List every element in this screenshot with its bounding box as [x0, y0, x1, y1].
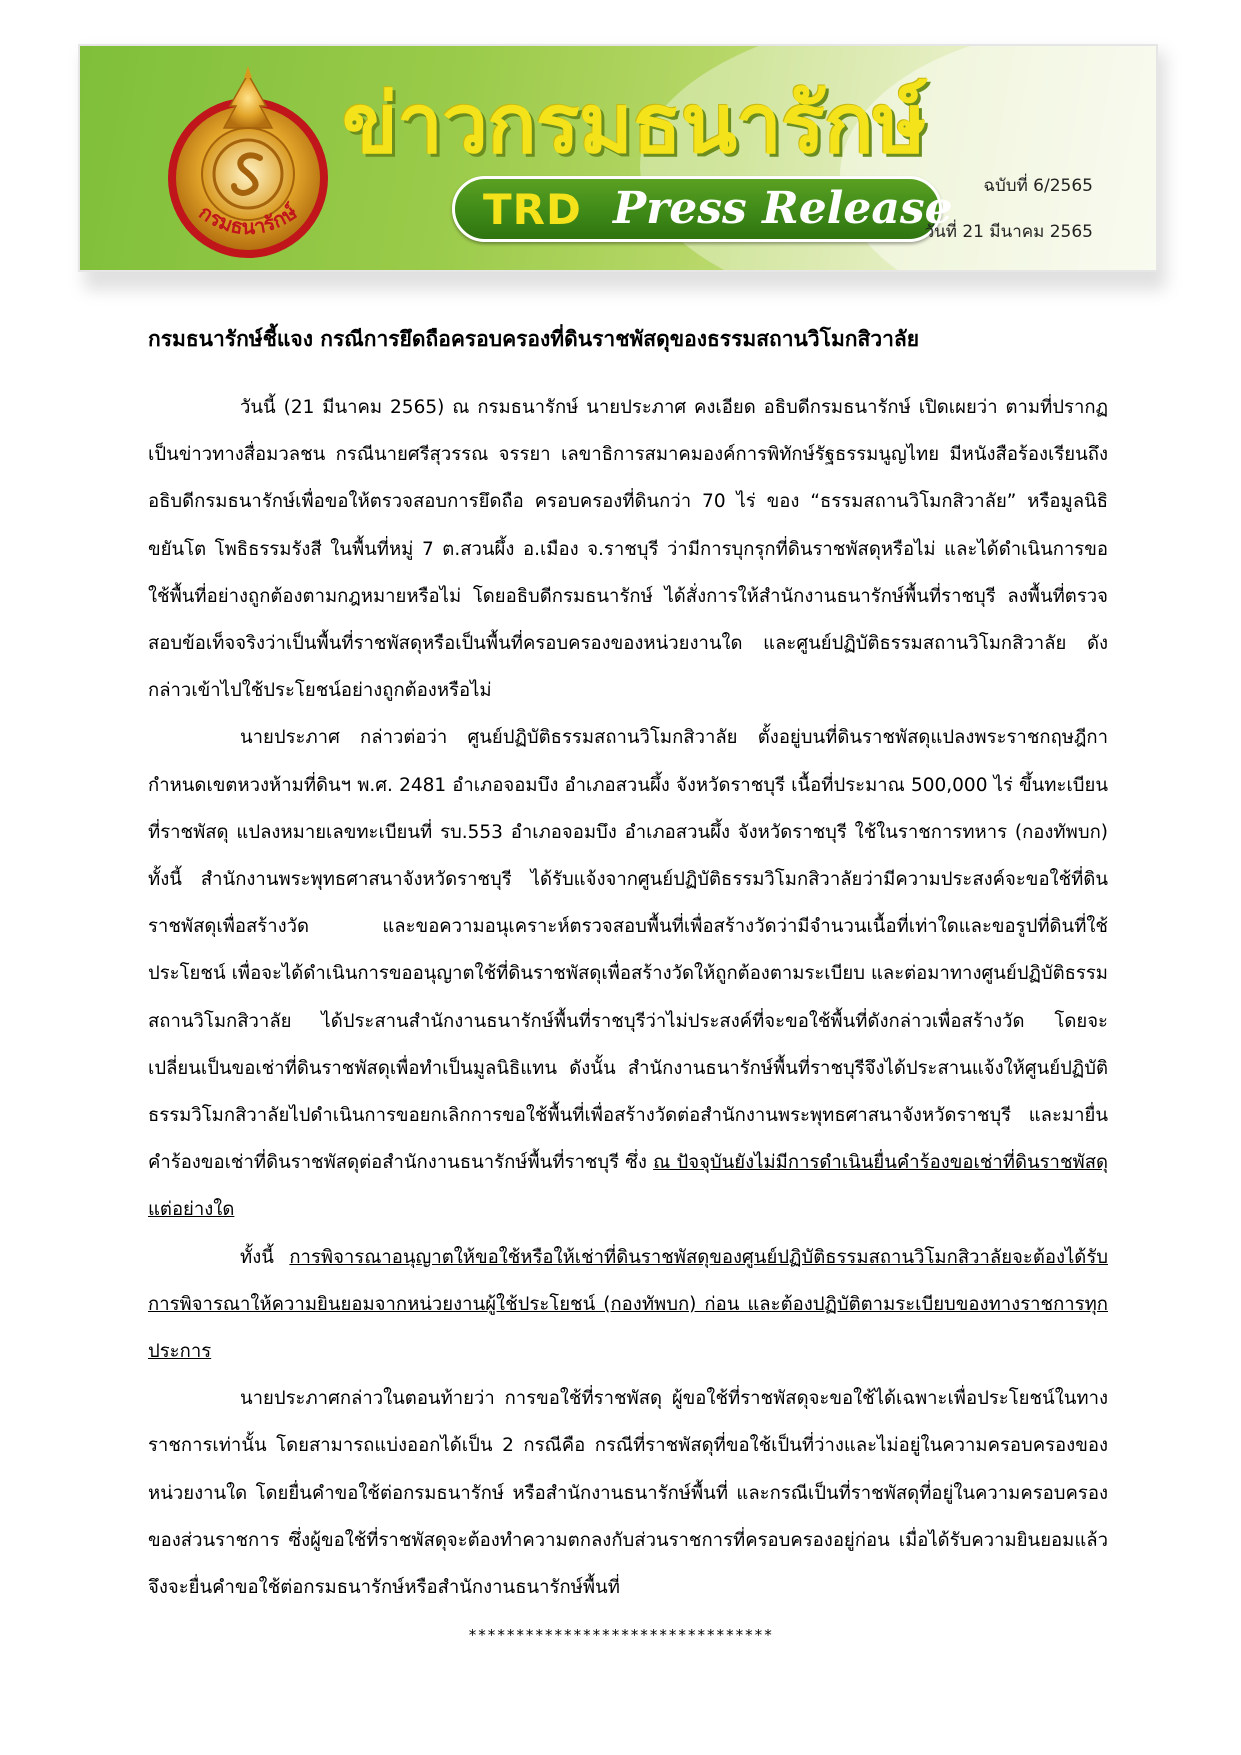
end-of-article-marker: ******************************** — [468, 1626, 773, 1644]
underlined-text: การพิจารณาอนุญาตให้ขอใช้หรือให้เช่าที่ดินราชพัสดุของศูนย์ปฏิบัติธรรมสถานวิโมกสิวาลัยจะต้องได้รับการพิจารณาให้ความยินยอมจากหน่วยงานผู้ใช้ประโยชน์ (กองทัพบก) ก่อน และต้องปฏิบัติตามระเบียบของทางราชการทุกประการ — [148, 1246, 1108, 1363]
article-body — [148, 384, 1108, 1611]
issue-number: ฉบับที่ 6/2565 — [983, 176, 1093, 196]
seal-lettering: กรมธนารักษ์ — [194, 199, 302, 240]
paragraph — [148, 714, 1108, 1233]
paragraph: นายประภาศกล่าวในตอนท้ายว่า การขอใช้ที่ราชพัสดุ ผู้ขอใช้ที่ราชพัสดุจะขอใช้ได้เฉพาะเพื่อประโยชน์ในทางราชการเท่านั้น โดยสามารถแบ่งออกได้เป็น 2 กรณีคือ กรณีที่ราชพัสดุที่ขอใช้เป็นที่ว่างและไม่อยู่ในความครอบครองของหน่วยงานใด โดยยื่นคำขอใช้ต่อกรมธนารักษ์ หรือสำนักงานธนารักษ์พื้นที่ และกรณีเป็นที่ราชพัสดุที่อยู่ในความครอบครองของส่วนราชการ ซึ่งผู้ขอใช้ที่ราชพัสดุจะต้องทำความตกลงกับส่วนราชการที่ครอบครองอยู่ก่อน เมื่อได้รับความยินยอมแล้วจึงจะยื่นคำขอใช้ต่อกรมธนารักษ์หรือสำนักงานธนารักษ์พื้นที่ — [148, 1388, 1108, 1599]
release-date: วันที่ 21 มีนาคม 2565 — [924, 222, 1093, 242]
paragraph-text: นายประภาศ กล่าวต่อว่า ศูนย์ปฏิบัติธรรมสถานวิโมกสิวาลัย ตั้งอยู่บนที่ดินราชพัสดุแปลงพระราชกฤษฎีกากำหนดเขตหวงห้ามที่ดินฯ พ.ศ. 2481 อำเภอจอมบึง อำเภอสวนผึ้ง จังหวัดราชบุรี เนื้อที่ประมาณ 500,000 ไร่ ขึ้นทะเบียนที่ราชพัสดุ แปลงหมายเลขทะเบียนที่ รบ.553 อำเภอจอมบึง อำเภอสวนผึ้ง จังหวัดราชบุรี ใช้ในราชการทหาร (กองทัพบก) ทั้งนี้ สำนักงานพระพุทธศาสนาจังหวัดราชบุรี ได้รับแจ้งจากศูนย์ปฏิบัติธรรมวิโมกสิวาลัยว่ามีความประสงค์จะขอใช้ที่ดินราชพัสดุเพื่อสร้างวัด และขอความอนุเคราะห์ตรวจสอบพื้นที่เพื่อสร้างวัดว่ามีจำนวนเนื้อที่เท่าใดและขอรูปที่ดินที่ใช้ประโยชน์ เพื่อจะได้ดำเนินการขออนุญาตใช้ที่ดินราชพัสดุเพื่อสร้างวัดให้ถูกต้องตามระเบียบ และต่อมาทางศูนย์ปฏิบัติธรรมสถานวิโมกสิวาลัย ได้ประสานสำนักงานธนารักษ์พื้นที่ราชบุรีว่าไม่ประสงค์ที่จะขอใช้พื้นที่ดังกล่าวเพื่อสร้างวัด โดยจะเปลี่ยนเป็นขอเช่าที่ดินราชพัสดุเพื่อทำเป็นมูลนิธิแทน ดังนั้น สำนักงานธนารักษ์พื้นที่ราชบุรีจึงได้ประสานแจ้งให้ศูนย์ปฏิบัติธรรมวิโมกสิวาลัยไปดำเนินการขอยกเลิกการขอใช้พื้นที่เพื่อสร้างวัดต่อสำนักงานพระพุทธศาสนาจังหวัดราชบุรี และมายื่นคำร้องขอเช่าที่ดินราชพัสดุต่อสำนักงานธนารักษ์พื้นที่ราชบุรี ซึ่ง — [148, 727, 1108, 1174]
paragraph — [148, 1234, 1108, 1376]
press-release-label: Press Release — [613, 183, 953, 234]
paragraph: วันนี้ (21 มีนาคม 2565) ณ กรมธนารักษ์ นายประภาศ คงเอียด อธิบดีกรมธนารักษ์ เปิดเผยว่า ตามที่ปรากฏเป็นข่าวทางสื่อมวลชน กรณีนายศรีสุวรรณ จรรยา เลขาธิการสมาคมองค์การพิทักษ์รัฐธรรมนูญไทย มีหนังสือร้องเรียนถึงอธิบดีกรมธนารักษ์เพื่อขอให้ตรวจสอบการยึดถือ ครอบครองที่ดินกว่า 70 ไร่ ของ “ธรรมสถานวิโมกสิวาลัย” หรือมูลนิธิขยันโต โพธิธรรมรังสี ในพื้นที่หมู่ 7 ต.สวนผึ้ง อ.เมือง จ.ราชบุรี ว่ามีการบุกรุกที่ดินราชพัสดุหรือไม่ และได้ดำเนินการขอใช้พื้นที่อย่างถูกต้องตามกฎหมายหรือไม่ โดยอธิบดีกรมธนารักษ์ ได้สั่งการให้สำนักงานธนารักษ์พื้นที่ราชบุรี ลงพื้นที่ตรวจสอบข้อเท็จจริงว่าเป็นพื้นที่ราชพัสดุหรือเป็นพื้นที่ครอบครองของหน่วยงานใด และศูนย์ปฏิบัติธรรมสถานวิโมกสิวาลัย ดังกล่าวเข้าไปใช้ประโยชน์อย่างถูกต้องหรือไม่ — [148, 397, 1108, 702]
article-headline: กรมธนารักษ์ชี้แจง กรณีการยึดถือครอบครองที่ดินราชพัสดุของธรรมสถานวิโมกสิวาลัย — [148, 327, 920, 351]
press-release-bar — [452, 176, 953, 242]
trd-label: TRD — [483, 185, 582, 234]
banner-title: ข่าวกรมธนารักษ์ — [342, 77, 926, 172]
treasury-department-seal-icon — [148, 66, 348, 262]
underlined-text: ณ ปัจจุบันยังไม่มีการดำเนินยื่นคำร้องขอเช่าที่ดินราชพัสดุแต่อย่างใด — [148, 1152, 1109, 1221]
paragraph-text: ทั้งนี้ — [240, 1246, 290, 1268]
